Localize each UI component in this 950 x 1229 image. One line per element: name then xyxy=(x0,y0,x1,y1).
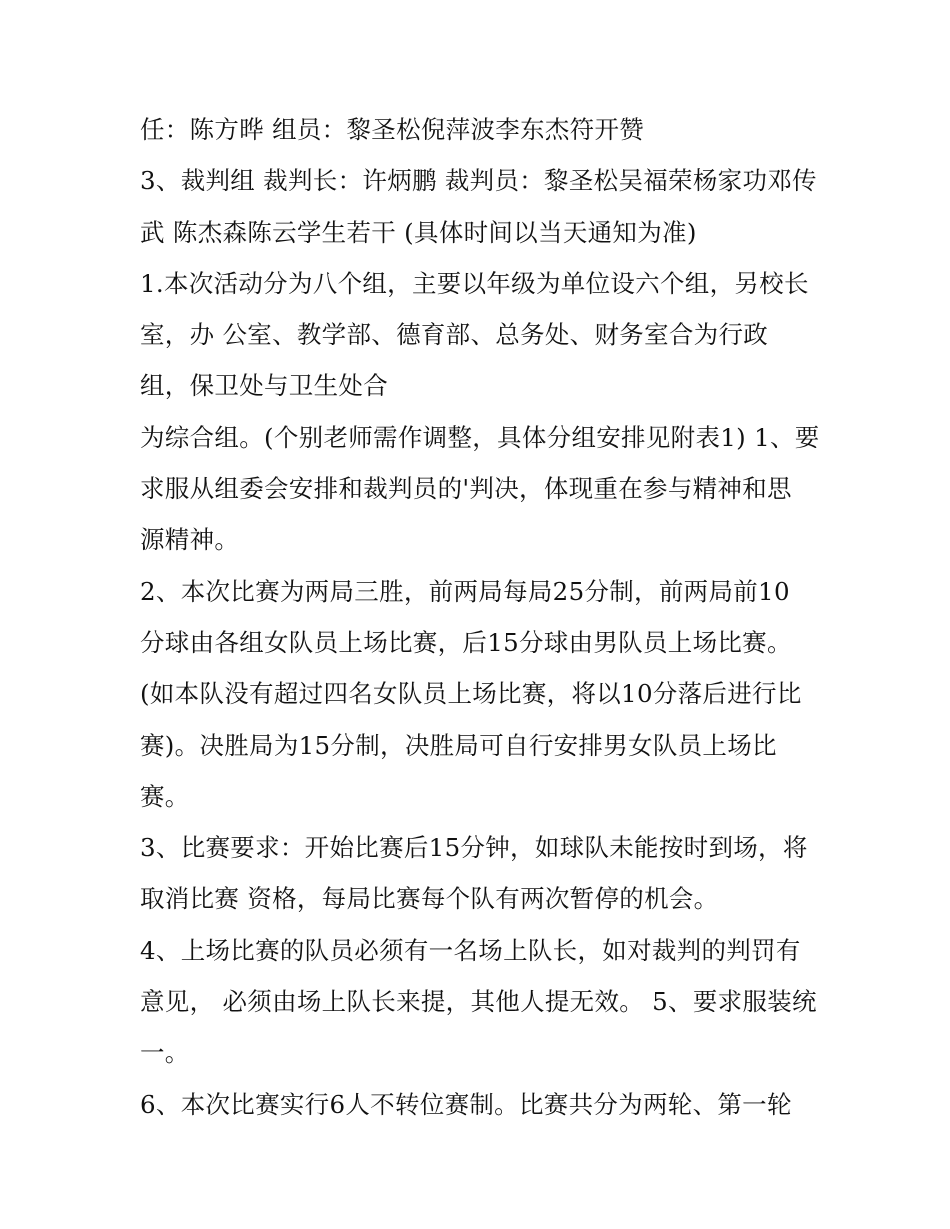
text-line-13: 赛)。决胜局为15分制，决胜局可自行安排男女队员上场比 xyxy=(140,730,777,760)
text-line-6: 组，保卫处与卫生处合 xyxy=(140,371,388,401)
text-line-2: 3、裁判组 裁判长：许炳鹏 裁判员：黎圣松吴福荣杨家功邓传 xyxy=(140,166,817,196)
body-text xyxy=(140,104,820,1130)
text-line-12: (如本队没有超过四名女队员上场比赛，将以10分落后进行比 xyxy=(140,679,802,709)
text-line-7: 为综合组。(个别老师需作调整，具体分组安排见附表1) 1、要 xyxy=(140,422,820,452)
text-line-14: 赛。 xyxy=(140,781,190,811)
text-line-10: 2、本次比赛为两局三胜，前两局每局25分制，前两局前10 xyxy=(140,576,790,606)
text-line-3: 武 陈杰森陈云学生若干 (具体时间以当天通知为准) xyxy=(140,217,697,247)
text-line-4: 1.本次活动分为八个组，主要以年级为单位设六个组，另校长 xyxy=(140,268,809,298)
text-line-18: 意见， 必须由场上队长来提，其他人提无效。 5、要求服装统 xyxy=(140,987,817,1017)
text-line-20: 6、本次比赛实行6人不转位赛制。比赛共分为两轮、第一轮 xyxy=(140,1089,792,1119)
text-line-11: 分球由各组女队员上场比赛，后15分球由男队员上场比赛。 xyxy=(140,627,792,657)
text-line-9: 源精神。 xyxy=(140,525,240,555)
text-line-1: 任：陈方晔 组员：黎圣松倪萍波李东杰符开赞 xyxy=(140,115,645,144)
text-line-8: 求服从组委会安排和裁判员的'判决，体现重在参与精神和思 xyxy=(140,474,792,504)
text-line-5: 室，办 公室、教学部、德育部、总务处、财务室合为行政 xyxy=(140,320,769,350)
text-line-19: 一。 xyxy=(140,1038,190,1068)
text-line-16: 取消比赛 资格，每局比赛每个队有两次暂停的机会。 xyxy=(140,884,719,914)
text-line-17: 4、上场比赛的队员必须有一名场上队长，如对裁判的判罚有 xyxy=(140,935,801,965)
text-line-15: 3、比赛要求：开始比赛后15分钟，如球队未能按时到场，将 xyxy=(140,833,808,863)
